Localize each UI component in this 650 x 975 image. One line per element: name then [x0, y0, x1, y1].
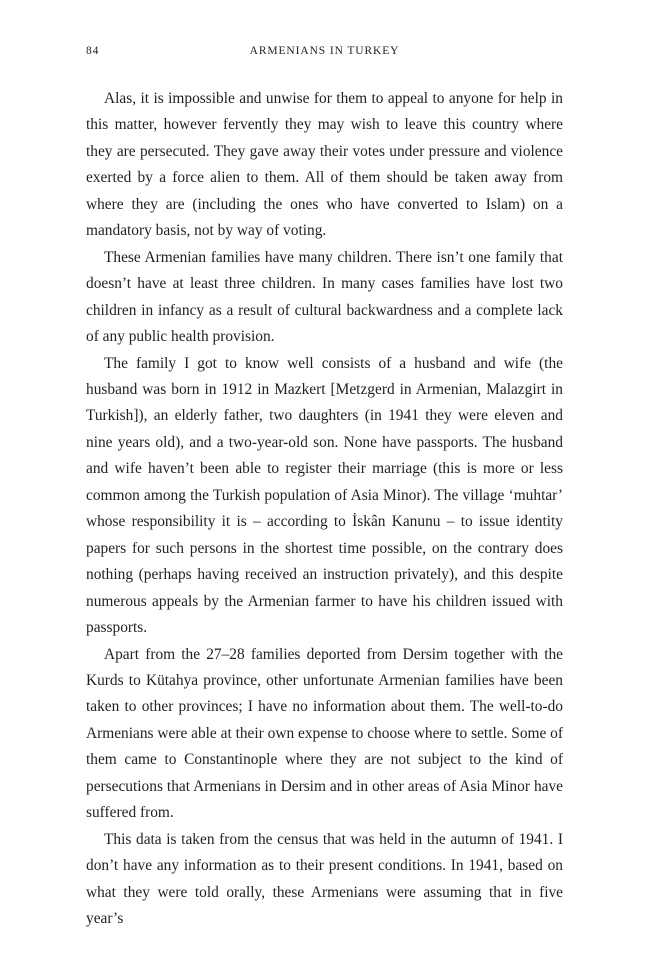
- body-text: [86, 86, 563, 933]
- book-title: ARMENIANS IN TURKEY: [249, 45, 400, 57]
- paragraph: The family I got to know well consists of a husband and wife (the husband was born in 1912 in Mazkert [Metzgerd in Armenian, Malazgirt in Turkish]), an elderly father, two daughters (in 1941 they were eleven and nine years old), and a two-year-old son. None have passports. The husband and wife haven’t been able to register their marriage (this is more or less common among the Turkish population of Asia Minor). The village ‘muhtar’ whose responsibility it is – according to İskân Kanunu – to issue identity papers for such persons in the shortest time possible, on the contrary does nothing (perhaps having received an instruction privately), and this despite numerous appeals by the Armenian farmer to have his children issued with passports.: [86, 354, 563, 637]
- running-head: [86, 45, 563, 63]
- paragraph: Apart from the 27–28 families deported from Dersim together with the Kurds to Kütahya province, other unfortunate Armenian families have been taken to other provinces; I have no information about them. The well-to-do Armenians were able at their own expense to choose where to settle. Some of them came to Constantinople where they are not subject to the kind of persecutions that Armenians in Dersim and in other areas of Asia Minor have suffered from.: [86, 645, 563, 822]
- paragraph: Alas, it is impossible and unwise for them to appeal to anyone for help in this matter, however fervently they may wish to leave this country where they are persecuted. They gave away their votes under pressure and violence exerted by a force alien to them. All of them should be taken away from where they are (including the ones who have converted to Islam) on a mandatory basis, not by way of voting.: [86, 90, 563, 240]
- paragraph: These Armenian families have many children. There isn’t one family that doesn’t have at least three children. In many cases families have lost two children in infancy as a result of cultural backwardness and a complete lack of any public health provision.: [86, 248, 563, 346]
- page-number: 84: [86, 45, 100, 57]
- paragraph: This data is taken from the census that was held in the autumn of 1941. I don’t have any information as to their present conditions. In 1941, based on what they were told orally, these Armenians were assuming that in five year’s: [86, 830, 563, 928]
